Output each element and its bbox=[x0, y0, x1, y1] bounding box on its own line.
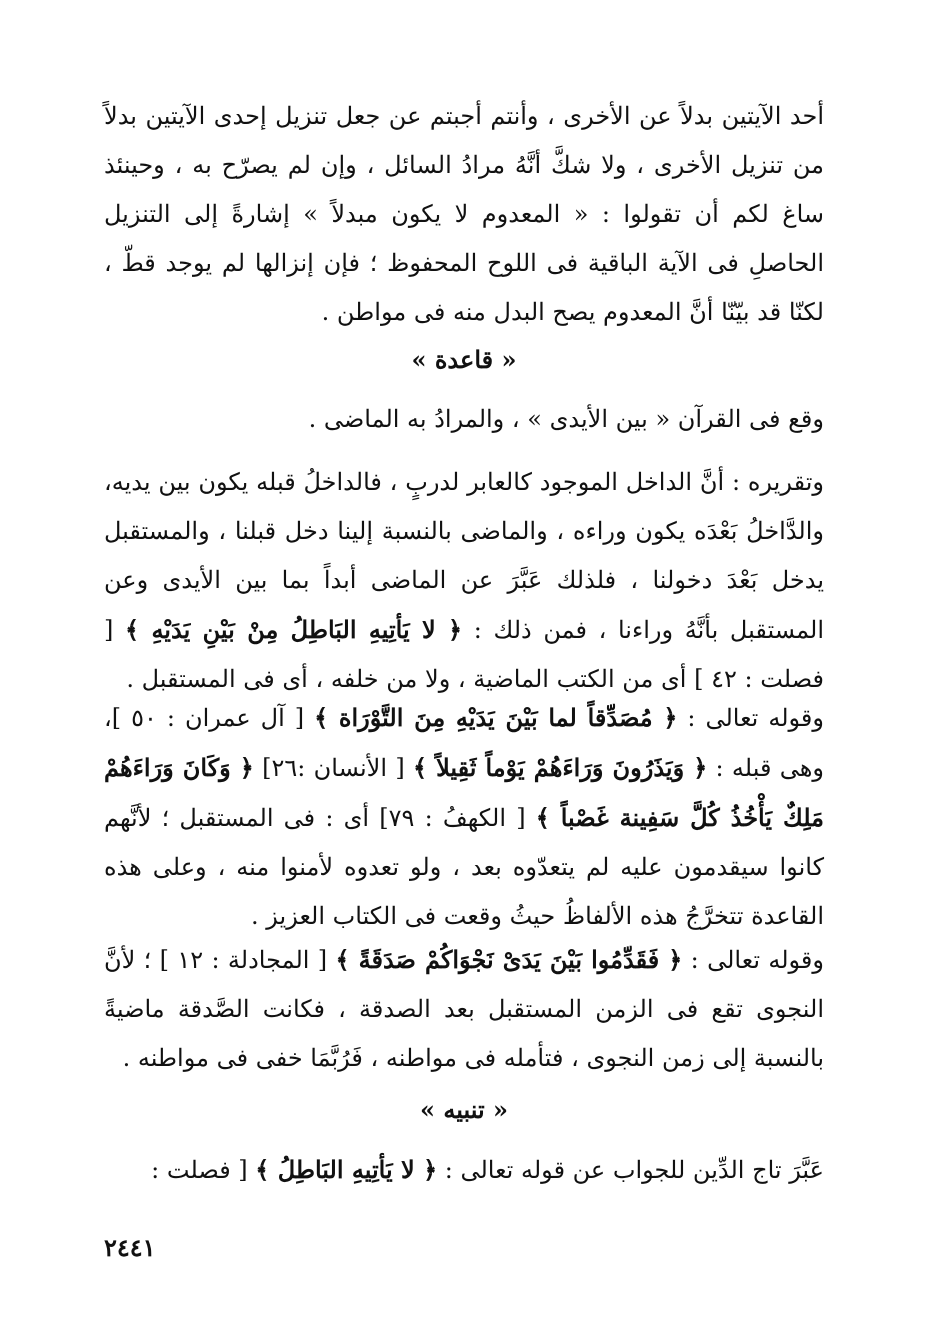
page-number: ٢٤٤١ bbox=[104, 1233, 156, 1262]
text-run: [ فصلت : ٤٢ ] أى من الكتب الماضية ، ولا من خلفه ، أى فى المستقبل . bbox=[104, 616, 824, 693]
paragraph-note bbox=[104, 1145, 824, 1195]
quran-verse: ﴿ لا يَأتِيهِ البَاطِلُ مِنْ بَيْنِ يَدَيْهِ ﴾ bbox=[125, 615, 463, 644]
quran-verse: ﴿ لا يَأتِيهِ البَاطِلُ ﴾ bbox=[255, 1155, 438, 1184]
text-run: وقوله تعالى : bbox=[677, 704, 824, 732]
quran-verse: ﴿ وَيَذَرُونَ وَرَاءَهُمْ يَوْماً ثَقِيلاً ﴾ bbox=[412, 753, 708, 782]
heading-rule: « قاعدة » bbox=[411, 345, 517, 374]
paragraph-intro: أحد الآيتين بدلاً عن الأخرى ، وأنتم أجبتم عن جعل تنزيل إحدى الآيتين بدلاً من تنزيل الأخرى ، ولا شكَّ أنَّهُ مرادُ السائل ، وإن لم يصرّح به ، وحينئذ ساغ لكم أن تقولوا : « المعدوم لا يكون مبدلاً » إشارةً إلى التنزيل الحاصلِ فى الآية الباقية فى اللوح المحفوظ ؛ فإن إنزالها لم يوجد قطّ ، لكنّا قد بيّنّا أنَّ المعدوم يصح البدل منه فى مواطن . bbox=[104, 102, 824, 326]
paragraph-najwa bbox=[104, 935, 824, 1083]
text-run: عَبَّرَ تاج الدِّين للجواب عن قوله تعالى : bbox=[437, 1156, 824, 1184]
text-run: وقوله تعالى : bbox=[682, 946, 824, 974]
text-run: [ الأنسان :٢٦] bbox=[253, 754, 413, 782]
text-run: [ الكهفُ : ٧٩] أى : فى المستقبل ؛ لأنَّهم كانوا سيقدمون عليه لم يتعدّوه بعد ، ولو تعدوه لأمنوا منه ، وعلى هذه القاعدة تتخرَّجُ هذه الألفاظُ حيثُ وقعت فى الكتاب العزيز . bbox=[104, 804, 824, 930]
quran-verse: ﴿ وَكَانَ وَرَاءَهُمْ مَلِكٌ يَأْخُذُ كُلَّ سَفِينة غَصْباً ﴾ bbox=[104, 753, 824, 832]
text-run: [ المجادلة : ١٢ ] ؛ لأنَّ النجوى تقع فى الزمن المستقبل بعد الصدقة ، فكانت الصَّدقة ماضيةً بالنسبة إلى زمن النجوى ، فتأمله فى مواطنه ، فَرُبَّمَا خفى فى مواطنه . bbox=[104, 946, 824, 1072]
heading-note: « تنبيه » bbox=[420, 1095, 508, 1124]
text-run: [ فصلت : bbox=[151, 1156, 256, 1184]
paragraph-rule-statement: وقع فى القرآن « بين الأيدى » ، والمرادُ به الماضى . bbox=[308, 405, 824, 433]
text-run: وتقريره : أنَّ الداخل الموجود كالعابر لدربٍ ، فالداخلُ قبله يكون بين يديه، والدَّاخلُ بَعْدَه يكون وراءه ، والماضى بالنسبة إلينا دخل قبلنا ، والمستقبل يدخل بَعْدَ دخولنا ، فلذلك عَبَّرَ عن الماضى أبداً بما بين الأيدى وعن المستقبل بأنَّهُ وراءنا ، فمن ذلك : bbox=[104, 468, 824, 644]
quran-verse: ﴿ مُصَدِّقاً لما بَيْنَ يَدَيْهِ مِنَ التَّوْرَاة ﴾ bbox=[314, 703, 678, 732]
paragraph-explanation bbox=[104, 458, 824, 704]
quran-verse: ﴿ فَقَدِّمُوا بَيْنَ يَدَىْ نَجْوَاكُمْ صَدَقَةً ﴾ bbox=[335, 945, 683, 974]
text-run: [ آل عمران : ٥٠ ]، وهى قبله : bbox=[104, 704, 825, 782]
paragraph-examples bbox=[104, 693, 824, 941]
